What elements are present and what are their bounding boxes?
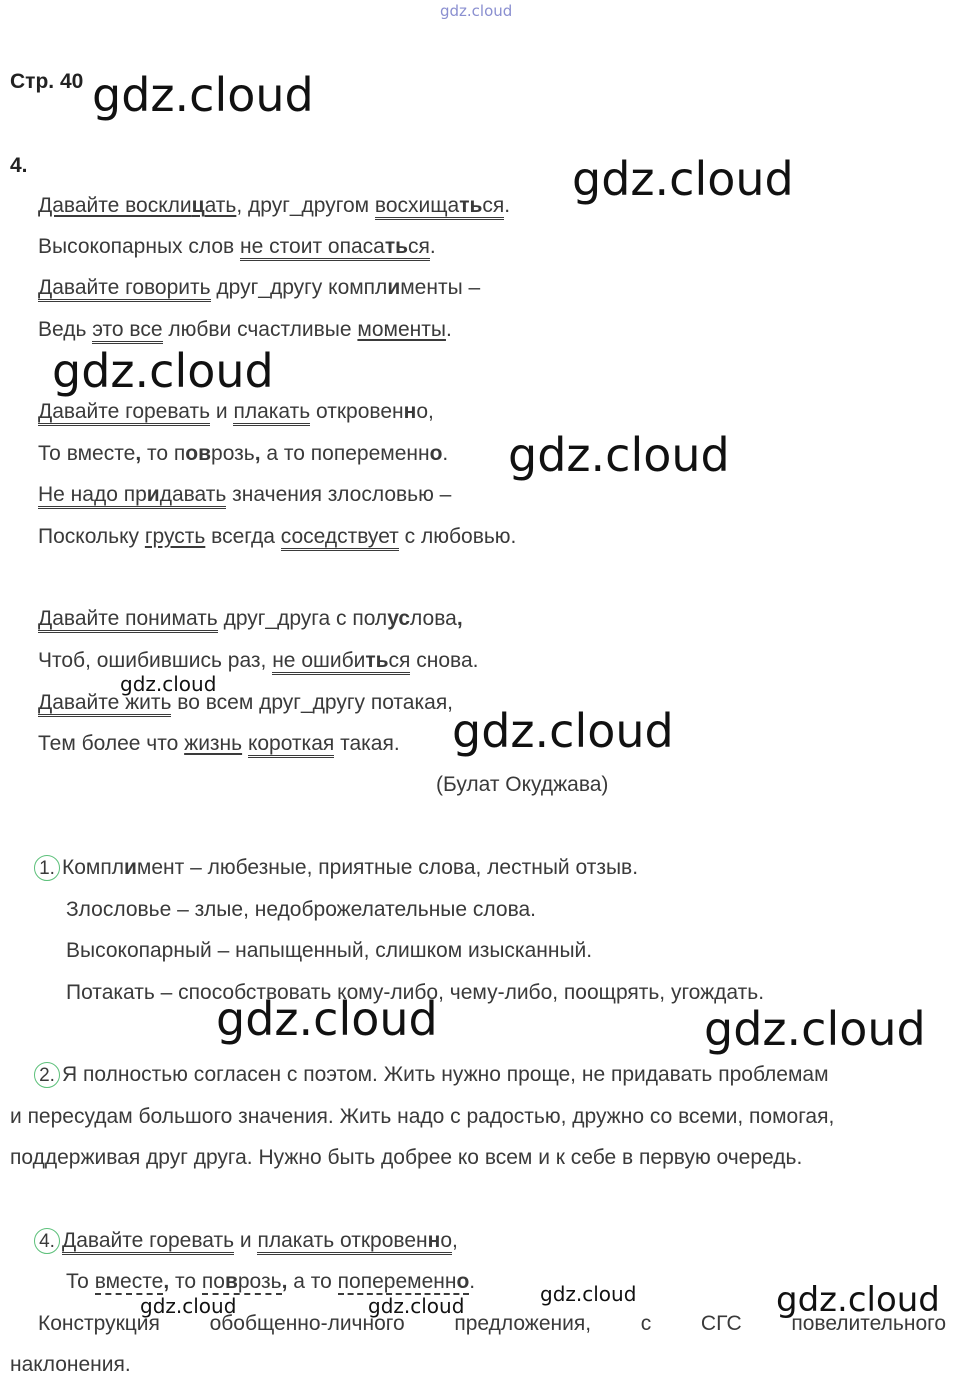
poem-line: Высокопарных слов не стоит опасаться.	[38, 234, 436, 260]
watermark: gdz.cloud	[452, 704, 674, 758]
watermark-top: gdz.cloud	[440, 2, 513, 20]
answer-1-line: Высокопарный – напыщенный, слишком изысканный.	[66, 939, 593, 962]
poem-line: Давайте восклицать, друг_другом восхищаться.	[38, 193, 510, 219]
poem-line: Давайте понимать друг_друга с полуслова,	[38, 606, 463, 632]
predicate: соседствует	[281, 525, 399, 551]
poem-line: Поскольку грусть всегда соседствует с любовью.	[38, 524, 516, 550]
adverbial: поврозь	[201, 1270, 282, 1293]
watermark: gdz.cloud	[120, 672, 217, 696]
predicate: плакать откровенно	[257, 1229, 452, 1255]
predicate: восхищаться	[375, 194, 504, 220]
poem-author: (Булат Окуджава)	[436, 773, 609, 796]
answer-4-line: наклонения.	[10, 1353, 131, 1376]
predicate: короткая	[248, 732, 334, 758]
answer-4: 4. Давайте горевать и плакать откровенно,	[34, 1228, 458, 1254]
predicate: не стоит опасаться	[240, 235, 430, 261]
answer-2-line: поддерживая друг друга. Нужно быть добрее ко всем и к себе в первую очередь.	[10, 1146, 803, 1169]
watermark: gdz.cloud	[572, 152, 794, 206]
predicate: Давайте жить	[38, 691, 171, 717]
watermark: gdz.cloud	[216, 992, 438, 1046]
answer-2: 2. Я полностью согласен с поэтом. Жить нужно проще, не придавать проблемам	[34, 1062, 829, 1088]
poem-line: Чтоб, ошибившись раз, не ошибиться снова.	[38, 648, 478, 674]
answer-1: 1. Комплимент – любезные, приятные слова, лестный отзыв.	[34, 855, 638, 881]
adverbial: вместе	[94, 1270, 164, 1293]
poem-line: Тем более что жизнь короткая такая.	[38, 731, 400, 757]
predicate: Давайте горевать	[62, 1229, 234, 1255]
answer-4-line: Конструкция обобщенно-личного предложения, с СГС повелительного	[38, 1312, 946, 1335]
predicate: это все	[92, 318, 162, 344]
answer-number-circle: 2.	[34, 1062, 60, 1088]
predicate: не ошибиться	[272, 649, 410, 675]
poem-line: Не надо придавать значения злословью –	[38, 482, 451, 508]
poem-line: То вместе, то поврозь, а то попеременно.	[38, 442, 449, 465]
poem-line: Давайте жить во всем друг_другу потакая,	[38, 690, 453, 716]
predicate: Давайте восклицать	[38, 194, 237, 217]
subject: моменты	[357, 318, 446, 341]
predicate: плакать	[233, 400, 310, 426]
subject: грусть	[144, 525, 206, 548]
answer-1-line: Потакать – способствовать кому-либо, чему-либо, поощрять, угождать.	[66, 981, 765, 1004]
watermark: gdz.cloud	[368, 1294, 465, 1318]
predicate: Давайте горевать	[38, 400, 210, 426]
answer-1-line: Злословье – злые, недоброжелательные слова.	[66, 898, 536, 921]
poem-line: Ведь это все любви счастливые моменты.	[38, 317, 452, 343]
poem-line: Давайте говорить друг_другу комплименты –	[38, 275, 480, 301]
poem-line: Давайте горевать и плакать откровенно,	[38, 399, 434, 425]
watermark: gdz.cloud	[540, 1282, 637, 1306]
watermark: gdz.cloud	[508, 428, 730, 482]
answer-4-line: То вместе, то поврозь, а то попеременно.	[66, 1270, 476, 1293]
watermark: gdz.cloud	[140, 1294, 237, 1318]
watermark: gdz.cloud	[776, 1280, 940, 1320]
predicate: Не надо придавать	[38, 483, 226, 509]
watermark: gdz.cloud	[92, 68, 314, 122]
predicate: Давайте говорить	[38, 276, 211, 302]
watermark: gdz.cloud	[704, 1002, 926, 1056]
predicate: Давайте понимать	[38, 607, 218, 633]
watermark: gdz.cloud	[52, 344, 274, 398]
adverbial: попеременно	[337, 1270, 470, 1293]
task-number: 4.	[10, 154, 28, 177]
page-number: Стр. 40	[10, 70, 84, 93]
answer-number-circle: 1.	[34, 855, 60, 881]
answer-2-line: и пересудам большого значения. Жить надо с радостью, дружно со всеми, помогая,	[10, 1105, 835, 1128]
subject: жизнь	[184, 732, 243, 755]
answer-number-circle: 4.	[34, 1228, 60, 1254]
